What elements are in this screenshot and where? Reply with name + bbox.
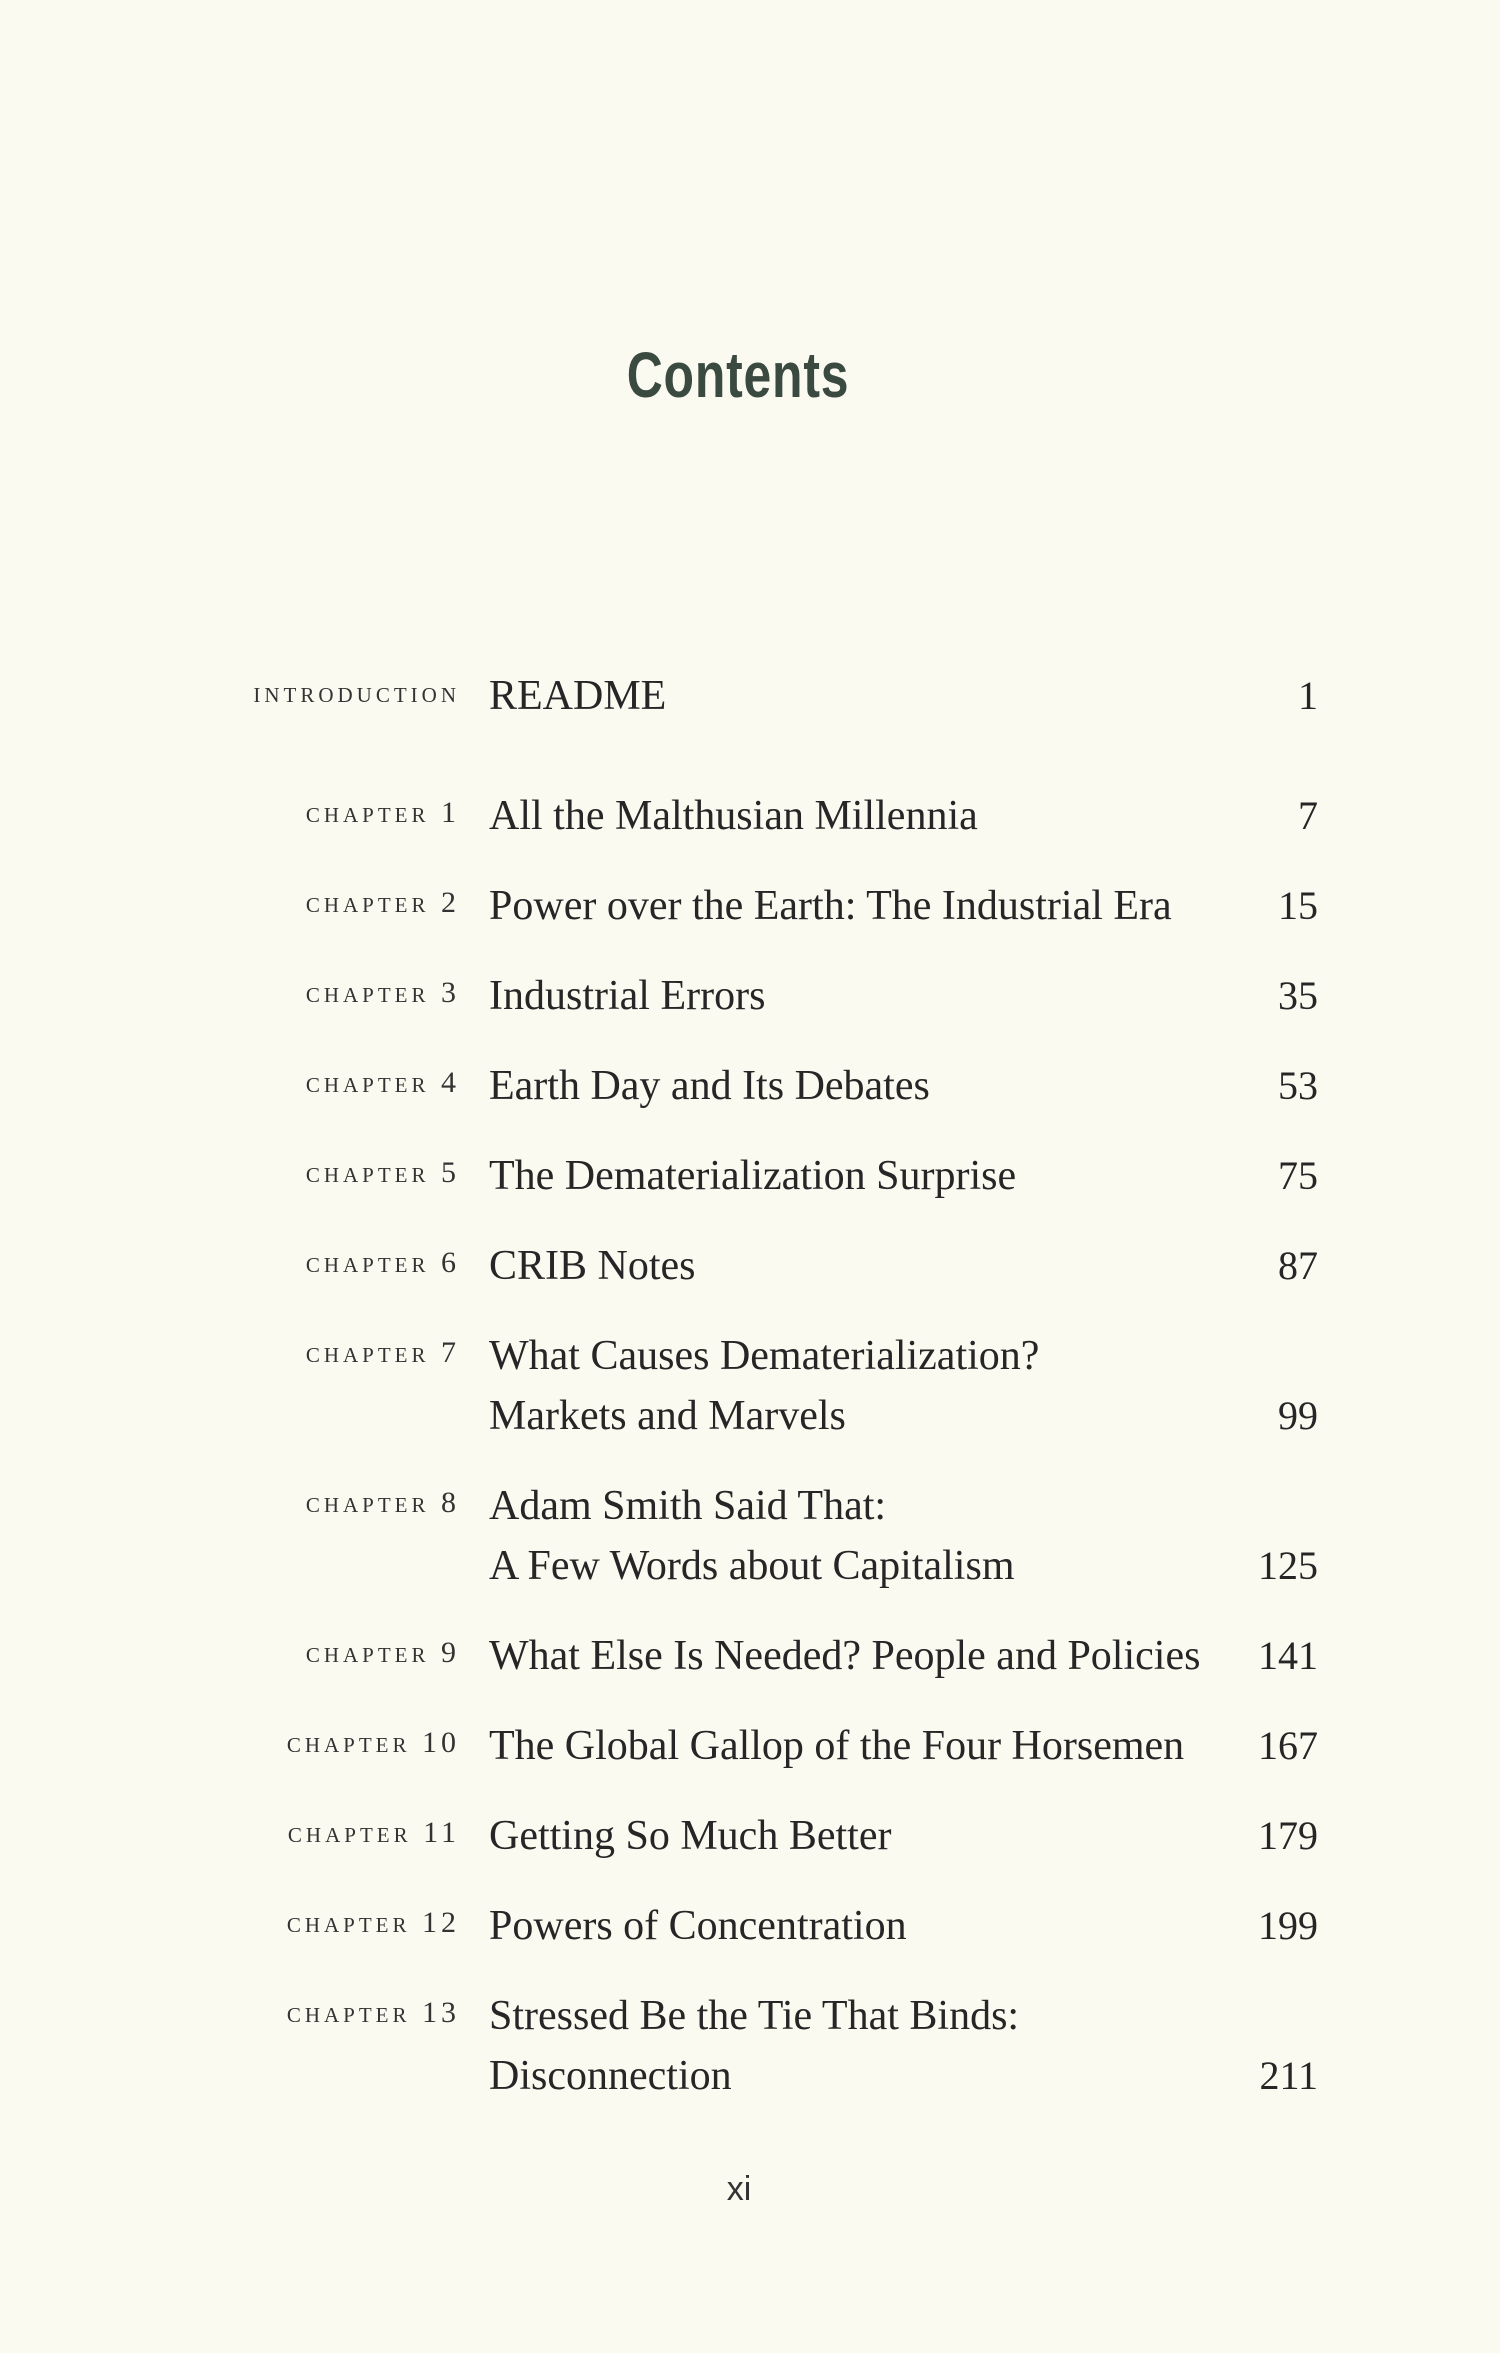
- toc-entry-title-line: CRIB Notes: [489, 1243, 696, 1289]
- toc-entry-title: [489, 1806, 891, 1866]
- toc-entry-title-line: Industrial Errors: [489, 973, 766, 1019]
- toc-entry-label: chapter 10: [286, 1726, 460, 1759]
- toc-entry-page-number: 75: [1278, 1153, 1318, 1198]
- toc-entry-page-number: 141: [1258, 1633, 1318, 1678]
- toc-entry-title: [489, 1626, 1200, 1686]
- toc-entry-label: chapter 4: [305, 1066, 460, 1099]
- toc-entry-title-line: Power over the Earth: The Industrial Era: [489, 883, 1172, 929]
- toc-entry-label: chapter 6: [305, 1246, 460, 1279]
- toc-entry-page-number: 15: [1278, 883, 1318, 928]
- toc-entry-page-number: 53: [1278, 1063, 1318, 1108]
- toc-entry-title-line: Markets and Marvels: [489, 1393, 846, 1439]
- toc-entry-label: chapter 11: [287, 1816, 460, 1849]
- toc-entry-title: [489, 786, 978, 846]
- toc-entry-page-number: 199: [1258, 1903, 1318, 1948]
- toc-entry-title: [489, 1056, 930, 1116]
- toc-entry-page-number: 125: [1258, 1543, 1318, 1588]
- toc-entry-title-line: README: [489, 673, 667, 719]
- toc-entry-page-number: 1: [1298, 673, 1318, 718]
- toc-entry-title: [489, 1986, 1019, 2106]
- toc-entry-title-line: What Causes Dematerialization?: [489, 1333, 1040, 1379]
- toc-entry-label: chapter 9: [305, 1636, 460, 1669]
- toc-entry-page-number: 87: [1278, 1243, 1318, 1288]
- toc-entry-title: [489, 1716, 1184, 1776]
- toc-entry-page-number: 167: [1258, 1723, 1318, 1768]
- toc-entry-title-line: Disconnection: [489, 2053, 732, 2099]
- toc-entry-label: introduction: [253, 676, 460, 709]
- toc-entry-label: chapter 3: [305, 976, 460, 1009]
- toc-entry-title-line: What Else Is Needed? People and Policies: [489, 1633, 1201, 1679]
- toc-entry-page-number: 211: [1259, 2053, 1318, 2098]
- toc-entry-label: chapter 12: [286, 1906, 460, 1939]
- toc-entry-title: [489, 1146, 1016, 1206]
- toc-entry-title-line: Getting So Much Better: [489, 1813, 892, 1859]
- toc-entry-title-line: All the Malthusian Millennia: [489, 793, 978, 839]
- toc-entry-title-line: The Global Gallop of the Four Horsemen: [489, 1723, 1185, 1769]
- toc-entry-label: chapter 13: [286, 1996, 460, 2029]
- toc-entry-title: [489, 1476, 1015, 1596]
- toc-entry-label: chapter 7: [305, 1336, 460, 1369]
- toc-entry-title-line: A Few Words about Capitalism: [489, 1543, 1015, 1589]
- page-title: Contents: [626, 339, 850, 411]
- page-folio: xi: [726, 2170, 752, 2208]
- toc-entry-label: chapter 2: [305, 886, 460, 919]
- toc-entry-title: [489, 876, 1172, 936]
- toc-entry-title: [489, 1236, 696, 1296]
- toc-entry-page-number: 7: [1298, 793, 1318, 838]
- toc-entry-page-number: 179: [1258, 1813, 1318, 1858]
- toc-entry-title-line: Adam Smith Said That:: [489, 1483, 887, 1529]
- toc-entry-title-line: Stressed Be the Tie That Binds:: [489, 1993, 1020, 2039]
- toc-entry-title-line: The Dematerialization Surprise: [489, 1153, 1017, 1199]
- toc-entry-label: chapter 1: [305, 796, 460, 829]
- toc-entry-title: [489, 966, 765, 1026]
- toc-entry-title-line: Powers of Concentration: [489, 1903, 907, 1949]
- toc-entry-label: chapter 8: [305, 1486, 460, 1519]
- toc-entry-title: [489, 666, 666, 726]
- toc-entry-title: [489, 1896, 907, 1956]
- toc-entry-page-number: 35: [1278, 973, 1318, 1018]
- toc-entry-title-line: Earth Day and Its Debates: [489, 1063, 930, 1109]
- toc-entry-page-number: 99: [1278, 1393, 1318, 1438]
- toc-entry-title: [489, 1326, 1039, 1446]
- toc-entry-label: chapter 5: [305, 1156, 460, 1189]
